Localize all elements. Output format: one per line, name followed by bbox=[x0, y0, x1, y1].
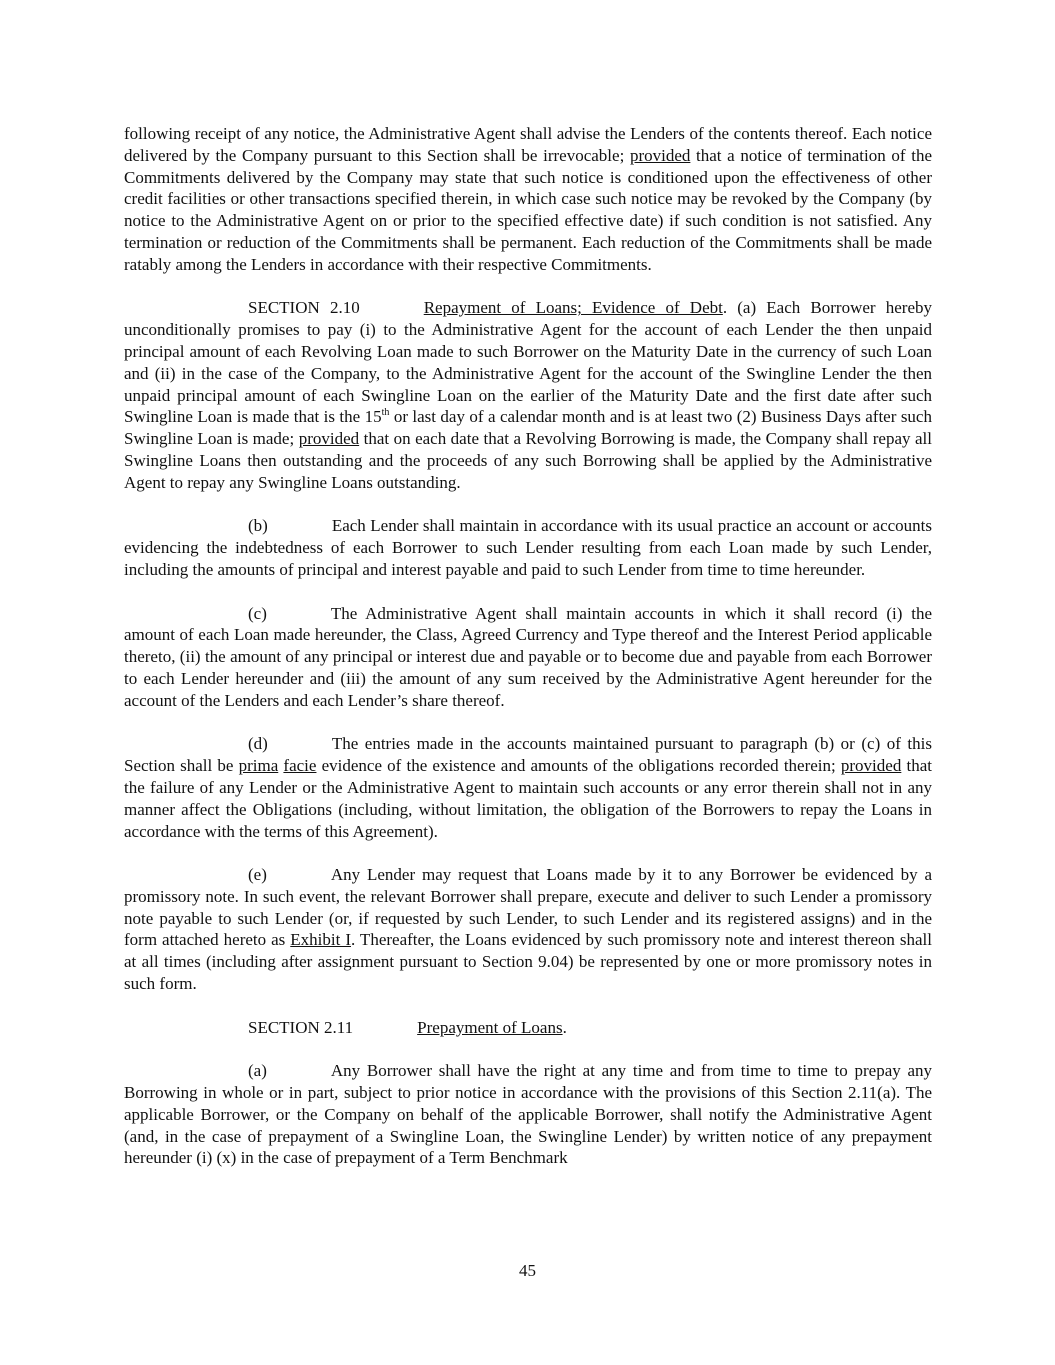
section-title: Repayment of Loans; Evidence of Debt bbox=[423, 298, 723, 318]
paragraph-label: (c) bbox=[248, 603, 267, 623]
text-run: that on each date that a Revolving Borrowing is made, the Company shall repay all Swingline Loans then outstanding and the proceeds of any such Borrowing shall be applied by the Administrative Agent to repay any Swingline Loans outstanding. bbox=[124, 429, 932, 492]
text-run: Each Lender shall maintain in accordance with its usual practice an account or accounts evidencing the indebtedness of each Borrower to such Lender resulting from each Loan made by such Lender, including the amounts of principal and interest payable and paid to such Lender from time to time hereunder. bbox=[124, 516, 932, 579]
section-title: Prepayment of Loans bbox=[417, 1017, 563, 1037]
paragraph-e bbox=[124, 864, 932, 995]
text-run: . bbox=[562, 1017, 567, 1037]
provided-term: provided bbox=[629, 145, 691, 165]
text-run: or last day of a calendar month and is at least two (2) Business Days after such Swingline Loan is made; bbox=[124, 407, 932, 449]
prima-term: prima bbox=[238, 756, 279, 776]
paragraph-label: (a) bbox=[248, 1061, 267, 1081]
paragraph-c bbox=[124, 603, 932, 712]
paragraph-label: (d) bbox=[248, 734, 268, 754]
exhibit-reference: Exhibit I bbox=[290, 930, 351, 950]
paragraph-b bbox=[124, 515, 932, 580]
section-number: SECTION 2.10 bbox=[248, 298, 360, 318]
text-run: that the failure of any Lender or the Administrative Agent to maintain such accounts or any error therein shall not in any manner affect the Obligations (including, without limitation, the obligation of the Borrowers to repay the Loans in accordance with the terms of this Agreement). bbox=[124, 756, 932, 841]
text-run: following receipt of any notice, the Administrative Agent shall advise the Lenders of the contents thereof. Each notice delivered by the Company pursuant to this Section shall be irrevocable; bbox=[124, 124, 932, 165]
text-run: The entries made in the accounts maintained pursuant to paragraph (b) or (c) of this Section shall be bbox=[124, 734, 932, 776]
text-run: that a notice of termination of the Commitments delivered by the Company may state that such notice is conditioned upon the effectiveness of other credit facilities or other transactions specified therein, in which case such notice may be revoked by the Company (by notice to the Administrative Agent on or prior to the specified effective date) if such condition is not satisfied. Any termination or reduction of the Commitments shall be permanent. Each reduction of the Commitments shall be made ratably among the Lenders in accordance with their respective Commitments. bbox=[124, 145, 932, 274]
paragraph-d bbox=[124, 733, 932, 842]
text-run: Any Borrower shall have the right at any time and from time to time to prepay any Borrowing in whole or in part, subject to prior notice in accordance with the provisions of this Section 2.11(a). The applicable Borrower, or the Company on behalf of the applicable Borrower, shall notify the Administrative Agent (and, in the case of prepayment of a Swingline Loan, the Swingline Lender) by written notice of any prepayment hereunder (i) (x) in the case of prepayment of a Term Benchmark bbox=[124, 1061, 932, 1168]
text-run: The Administrative Agent shall maintain accounts in which it shall record (i) the amount of each Loan made hereunder, the Class, Agreed Currency and Type thereof and the Interest Period applicable thereto, (ii) the amount of any principal or interest due and payable or to become due and payable from each Borrower to each Lender hereunder and (iii) the amount of any sum received by the Administrative Agent hereunder for the account of the Lenders and each Lender’s share thereof. bbox=[124, 603, 932, 710]
page-number: 45 bbox=[519, 1261, 536, 1280]
paragraph-label: (b) bbox=[248, 516, 268, 536]
paragraph-notice-termination bbox=[124, 123, 932, 276]
text-run: Any Lender may request that Loans made by it to any Borrower be evidenced by a promissory note. In such event, the relevant Borrower shall prepare, execute and deliver to such Lender a promissory note payable to such Lender (or, if requested by such Lender, to such Lender and its registered assigns) and in the form attached hereto as bbox=[124, 865, 932, 950]
provided-term: provided bbox=[840, 756, 902, 776]
section-2-11-heading bbox=[124, 1017, 932, 1039]
document-body bbox=[124, 123, 932, 1191]
section-2-10-paragraph-a bbox=[124, 297, 932, 493]
ordinal-suffix: th bbox=[381, 407, 390, 419]
facie-term: facie bbox=[283, 756, 317, 776]
provided-term: provided bbox=[298, 429, 360, 449]
text-run: evidence of the existence and amounts of the obligations recorded therein; bbox=[316, 756, 841, 776]
section-2-11-paragraph-a bbox=[124, 1060, 932, 1169]
section-number: SECTION 2.11 bbox=[248, 1017, 354, 1037]
text-run: . Thereafter, the Loans evidenced by such promissory note and interest thereon shall at all times (including after assignment pursuant to Section 9.04) be represented by one or more promissory notes in such form. bbox=[124, 930, 932, 994]
text-run: . (a) Each Borrower hereby unconditionally promises to pay (i) to the Administrative Agent for the account of each Lender the then unpaid principal amount of each Revolving Loan made to such Borrower on the Maturity Date in the currency of such Loan and (ii) in the case of the Company, to the Administrative Agent for the account of the Swingline Lender the then unpaid principal amount of each Swingline Loan on the earlier of the Maturity Date and the first date after such Swingline Loan is made that is the 15 bbox=[124, 298, 932, 427]
paragraph-label: (e) bbox=[248, 865, 267, 885]
